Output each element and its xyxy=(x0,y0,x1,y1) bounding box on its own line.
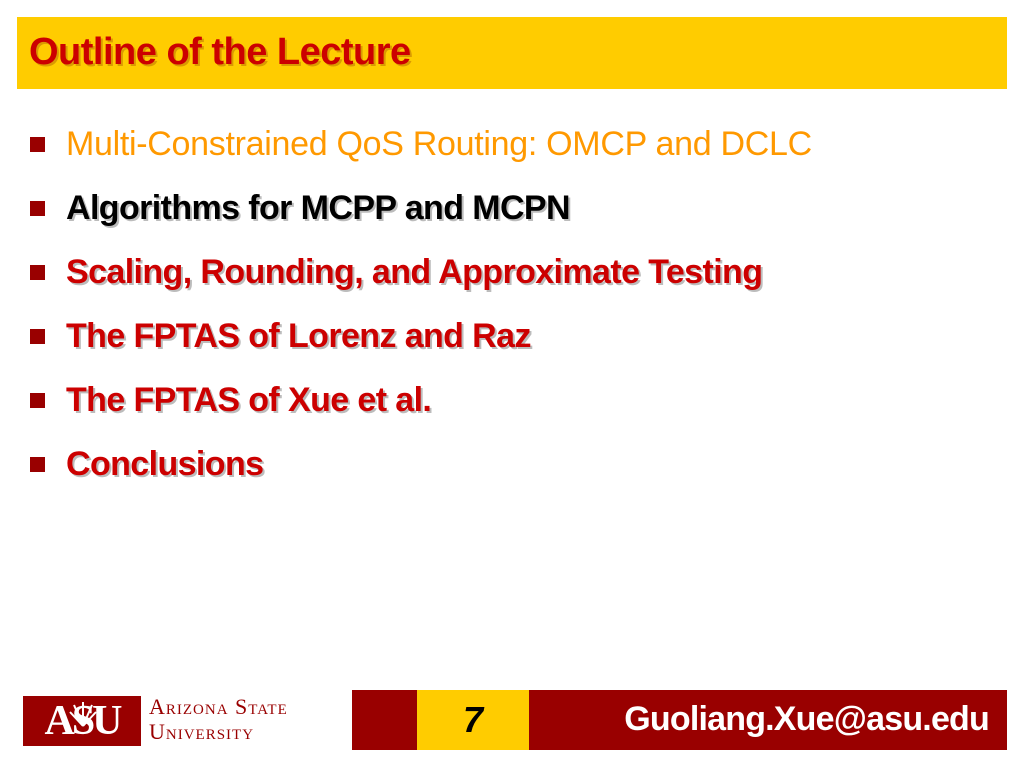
bullet-item xyxy=(30,176,812,240)
asu-logo-letters: ASU xyxy=(44,698,120,744)
page-number: 7 xyxy=(462,699,484,740)
square-bullet-icon xyxy=(30,457,45,472)
footer-bar xyxy=(17,690,1007,750)
bullet-text: The FPTAS of Xue et al. xyxy=(66,380,432,419)
bullet-item xyxy=(30,432,812,496)
asu-logo-mark xyxy=(23,696,141,746)
title-bar xyxy=(17,17,1007,89)
page-number-box xyxy=(417,690,529,750)
bullet-item xyxy=(30,112,812,176)
bullet-item xyxy=(30,304,812,368)
bullet-text: The FPTAS of Lorenz and Raz xyxy=(66,316,531,355)
bullet-text: Conclusions xyxy=(66,444,264,483)
square-bullet-icon xyxy=(30,393,45,408)
author-email: Guoliang.Xue@asu.edu xyxy=(624,700,989,738)
bullet-item xyxy=(30,240,812,304)
university-name-line1: Arizona State xyxy=(149,694,288,719)
bullet-text: Algorithms for MCPP and MCPN xyxy=(66,188,570,227)
square-bullet-icon xyxy=(30,265,45,280)
university-name xyxy=(149,694,288,744)
bullet-text: Multi-Constrained QoS Routing: OMCP and DCLC xyxy=(66,124,812,163)
bullet-item xyxy=(30,368,812,432)
bullet-text: Scaling, Rounding, and Approximate Testing xyxy=(66,252,763,291)
asu-logo xyxy=(17,690,352,750)
square-bullet-icon xyxy=(30,329,45,344)
square-bullet-icon xyxy=(30,137,45,152)
bullet-list xyxy=(30,112,812,496)
slide-title: Outline of the Lecture xyxy=(29,31,411,73)
university-name-line2: University xyxy=(149,719,255,744)
square-bullet-icon xyxy=(30,201,45,216)
